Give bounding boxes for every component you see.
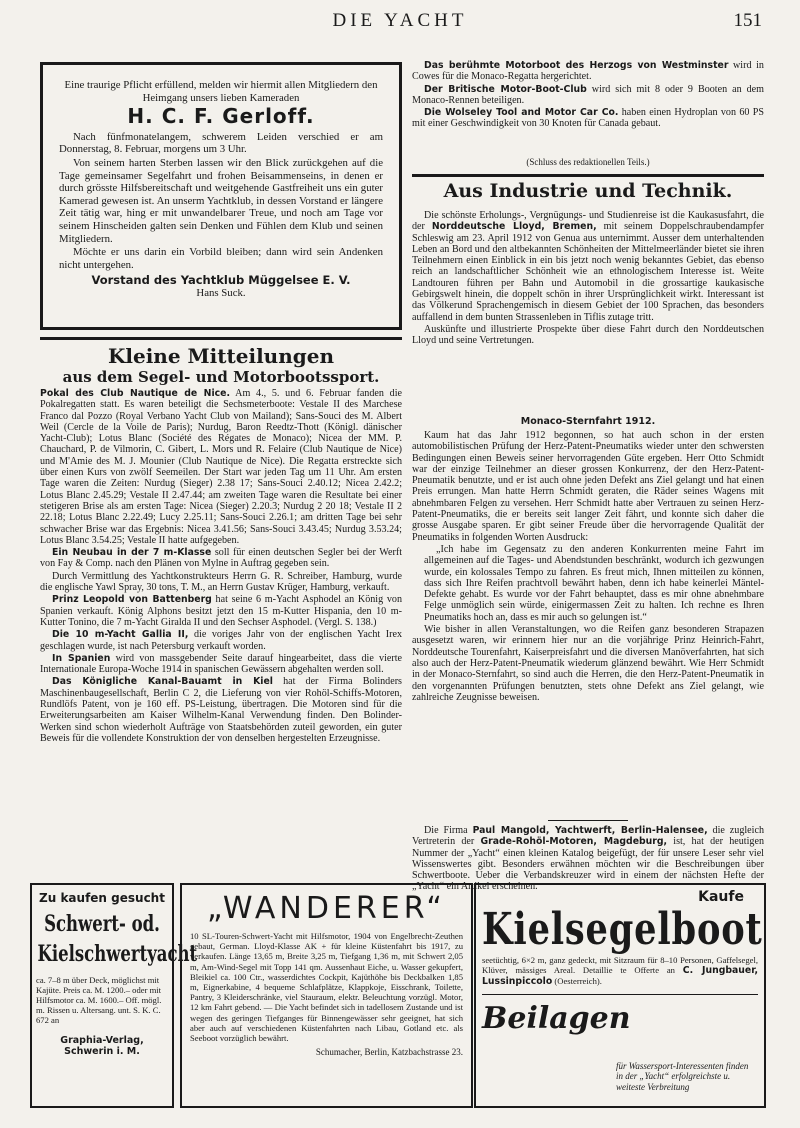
left-section-subtitle: aus dem Segel- und Motorbootssport. <box>62 368 380 386</box>
page-number: 151 <box>733 10 762 31</box>
news-lead: In Spanien <box>52 652 111 664</box>
ad-heading: Kaufe <box>698 889 744 905</box>
article-subheading: Monaco-Sternfahrt 1912. <box>520 416 656 427</box>
news-lead: Das berühmte Motorboot des Herzogs von Westminster <box>424 60 729 71</box>
article-paragraph <box>412 210 764 323</box>
obituary-paragraph: Von seinem harten Sterben lassen wir den Blick zurückgehen auf die Tage gemeinsamer Segelfahrt und frohen Beisammenseins, in denen er durch grösste Hilfsbereitschaft und weitgehende Gastfreiheit uns ein guter Kamerad gewesen ist. An unserm Yachtklub, in dessen Vorstand er längere Zeit tätig war, hing er mit unwandelbarer Treue, und noch am Tage vor seinem Hinscheiden galten sein Denken und Fühlen dem Klub und seinen Mitgliedern. <box>59 156 383 245</box>
ad-publisher: Graphia-Verlag, Schwerin i. M. <box>60 1035 144 1057</box>
news-item <box>40 653 402 676</box>
news-lead: Die 10 m-Yacht Gallia II, <box>52 629 189 641</box>
section-divider <box>412 174 764 177</box>
obituary-club: Vorstand des Yachtklub Müggelsee E. V. <box>91 273 351 288</box>
news-item <box>40 388 402 546</box>
right-column-industry <box>412 210 764 348</box>
news-text: wird in Cowes für die Monaco-Regatta hergerichtet. <box>412 60 764 83</box>
obituary-intro: Eine traurige Pflicht erfüllend, melden wir hiermit allen Mitgliedern den Heimgang unsers lieben Kameraden <box>64 79 378 104</box>
news-text: soll für einen deutschen Segler bei der Werft von Fay & Comp. nach den Plänen von Mylne in Auftrag gegeben sein. <box>40 547 402 570</box>
news-text: die voriges Jahr von der englischen Yacht Irex geschlagen wurde, ist nach Petersburg verkauft worden. <box>40 629 402 652</box>
news-item <box>40 571 402 594</box>
journal-title: DIE YACHT <box>332 10 468 31</box>
news-text: Am 4., 5. und 6. Februar fanden die Pokalregatten statt. Es waren beteiligt die Sechsmeterboote: Vestale II des Marchese Franco dal Pozzo (Royal Verbano Yacht Club von Mailand); Sans-Souci des M. Albert Weil (Cercle de la Voile de Paris); Nurdug, Baron Reedtz-Thott (Königl. dänischer Yacht-Club); Lotus Blanc (Société des Régates de Monaco); Nicea der MM. P. Chauchard, P. de Vilmorin, C. Gibert, L. Mors und R. Felaire (Club Nautique de Nice) und M'Amie des M. J. Mounier (Club Nautique de Nice). Die Regatta erstreckte sich über einen Kurs von zwölf Seemeilen. Der Start war jeden Tag um 11 Uhr. Am ersten Tage waren die Zeiten: Nurdug (Sieger) 2.38 17; Sans-Souci 2.40.12; Nicea 2.42.2; Lotus Blanc 2.45.29; Vestale II 2.47.44; am zweiten Tage waren die Resultate bei einer stetigeren Brise als am ersten Tage: Nicea (Sieger) 2.20.3; Nurdug 2 20 18; Vestale II 2 22.18; Lotus Blanc 2.22.49; Lucy 2.25.11; Sans-Souci 2.26.1; am dritten Tage bei sehr schwacher Brise war das Ergebnis: Nicea 3.41.56; Sans-Souci 3.43.45; Nurdug 3.53.24; Lotus Blanc 3.54.25; Vestale II hatte aufgegeben. <box>40 388 402 546</box>
news-item <box>412 107 764 130</box>
ad-headline: Kielsegelboot <box>482 904 763 955</box>
news-text: haben einen Hydroplan von 60 PS mit einer Geschwindigkeit von 30 Knoten für Canada gebaut. <box>412 107 764 130</box>
news-lead: Prinz Leopold von Battenberg <box>52 594 212 606</box>
text-run: Die schönste Erholungs-, Vergnügungs- und Studienreise ist die Kaukasusfahrt, die der <box>412 210 764 233</box>
text-run: Die Firma <box>424 825 473 836</box>
ad-divider <box>482 994 758 995</box>
page-header <box>0 10 800 34</box>
ad-kielsegelboot <box>474 883 766 1108</box>
short-divider <box>548 820 628 821</box>
ad-wanderer <box>180 883 473 1108</box>
article-paragraph: Wie bisher in allen Veranstaltungen, wo die Reifen ganz besonderen Strapazen ausgesetzt waren, wir erinnern hier nur an die vorjährige Prinz Heinrich-Fahrt, Norddeutsche Tourenfahrt, Kaiserpreisfahrt und die diversen Manöverfahrten, hat sich also auch der Herz-Patent-Pneumatik wiederum glänzend bewährt. Wie Herr Schmidt in der Monaco-Sternfahrt, so sind auch die Herren, die den Herz-Patent-Pneumatik in den vorgenannten Prüfungen benutzten, stets ohne Defekt ans Ziel gelangt, wie zahlreiche Zeugnisse beweisen. <box>412 624 764 703</box>
text-run: die zugleich Vertreterin der <box>412 825 764 848</box>
text-run: (Oesterreich). <box>552 976 602 987</box>
news-item <box>40 629 402 652</box>
right-section-title: Aus Industrie und Technik. <box>443 180 733 202</box>
text-run: ist, hat der heutigen Nummer der „Yacht“ einen kleinen Katalog beigefügt, der für unsere Leser sehr viel Wissenswertes gibt. Besonders erwähnen möchten wir die Beschreibungen über Schwertboote. Ueber die Verbandskreuzer wird in einem der nächsten Hefte der „Yacht“ ein Artikel erscheinen. <box>412 836 764 893</box>
news-text: hat seine 6 m-Yacht Asphodel an König von Spanien verkauft. König Alphons besitzt jetzt den 15 m-Kutter Hispania, den 10 m-Kutter Tonino, die 7 m-Yacht Giralda II und den Sechser Asphodel. (Vergl. S. 138.) <box>40 594 402 628</box>
ad-heading: Zu kaufen gesucht <box>39 891 165 905</box>
news-lead: Der Britische Motor-Boot-Club <box>424 83 587 95</box>
news-item <box>412 84 764 107</box>
right-top-column <box>412 60 764 131</box>
company-name: Paul Mangold, Yachtwerft, Berlin-Halensee, <box>472 825 708 836</box>
news-text: wird von massgebender Seite darauf hingearbeitet, dass die vierte Internationale Europa-Woche 1914 in spanischen Gewässern abgehalten werden soll. <box>40 652 402 676</box>
news-text: Durch Vermittlung des Yachtkonstrukteurs Herrn G. R. Schreiber, Hamburg, wurde die englische Yawl Spray, 30 tons, T. M., an Herrn Gustav Krüger, Hamburg, verkauft. <box>40 570 402 594</box>
news-lead: Pokal des Club Nautique de Nice. <box>40 388 230 399</box>
article-paragraph: Kaum hat das Jahr 1912 begonnen, so hat auch schon in der ersten automobilistischen Prüfung der Herz-Patent-Pneumatiks wieder unter den schwersten Bedingungen einen Beweis seiner hervorragenden Güte ergeben. Herr Otto Schmidt war der einzige Teilnehmer an dieser grossen Konkurrenz, der den Herz-Patent-Pneumatik benutzte, und er ist auch ohne jeden Defekt ans Ziel gelangt und hat einen Preis errungen. Man hatte Herrn Schmidt geraten, die Räder seines Wagens mit abnehmbaren Felgen zu versehen. Herr Schmidt hatte aber Vertrauen zu seinen Herz-Patent-Pneumatiks, die er bereits seit langer Zeit fährt, und konnte sich daher die grosse Ausgabe sparen. Er gibt seiner Freude über die hervorragende Qualität der Pneumatiks in folgenden Worten Ausdruck: <box>412 430 764 543</box>
obituary-box <box>40 62 402 330</box>
section-divider <box>40 337 402 340</box>
news-text: hat der Firma Bolinders Maschinenbaugesellschaft, Berlin C 2, die Lieferung von vier Rohöl-Schiffs-Motoren, Rundlöfs Patent, von je 160 eff. PS-Leistung, übertragen. Die Motoren sind für die Erweiterungsarbeiten am Kaiser Wilhelm-Kanal Verwendung finden. Den Bolinder-Werken sind schon wiederholt Aufträge von Staatsbehörden zuteil geworden, ein guter Beweis für die vollendete Konstruktion der von denselben hergestelten Erzeugnisse. <box>40 676 402 744</box>
ad-contact: C. Jungbauer, Lussinpiccolo <box>482 965 758 988</box>
news-lead: Das Königliche Kanal-Bauamt in Kiel <box>52 676 273 688</box>
news-lead: Die Wolseley Tool and Motor Car Co. <box>424 107 619 119</box>
editorial-end-note: (Schluss des redaktionellen Teils.) <box>526 157 650 167</box>
ad-contact: Schumacher, Berlin, Katzbachstrasse 23. <box>315 1047 463 1058</box>
ad-text: ca. 7–8 m über Deck, möglichst mit Kajüte. Preis ca. M. 1200.– oder mit Hilfsmotor ca. M. 1600.– Off. mögl. m. Rissen u. Altersang. unt. S. K. C. 672 an <box>36 975 162 1025</box>
company-name: Grade-Rohöl-Motoren, Magdeburg, <box>480 836 668 848</box>
obituary-name: H. C. F. Gerloff. <box>127 104 315 129</box>
ad-headline: „WANDERER“ <box>207 891 446 926</box>
news-lead: Ein Neubau in der 7 m-Klasse <box>52 547 212 559</box>
text-run: mit seinem Doppelschraubendampfer Schleswig am 23. April 1912 von Genua aus unternimmt. Ausser dem unterhaltenden Leben an Bord und den altbekannten Schönheiten der Mittelmeerländer bietet sie ihren Teilnehmern einen Einblick in ein bis jetzt noch wenig bekanntes Gebiet, das ebenso reich an landschaftlicher Schönheit wie an ethnologischem Interesse ist. Weite Landtouren führen per Bahn und Automobil in die grossartige kaukasische Gebirgswelt hinein, die doppelt schön in ihrer Ursprünglichkeit wirkt. Interessant ist das Völkerund Sprachengemisch in diesem Gebiet der 100 Sprachen, das besonders auffallend in dem bunten Strassenleben in Tiflis zutage tritt. <box>412 221 764 323</box>
ad-text: 10 SL-Touren-Schwert-Yacht mit Hilfsmotor, 1904 von Engelbrecht-Zeuthen gebaut, German. Lloyd-Klasse AK + für kleine Küstenfahrt bis 1917, zu verkaufen. Länge 13,65 m, Breite 3,25 m, Tiefgang 1,36 m, mit Schwert 2,05 m, Am-Wind-Segel mit Topp 141 qm. Aussenhaut Eiche, u. Wasser gekupfert, Bleikiel ca. 100 Ctr., wasserdichtes Cockpit, Kajüthöhe bis Deckbalken 1,85 m, Eignerkabine, 4 bequeme Schlafplätze, Klappkoje, Eisschrank, Toilette, Pantry, 3 Kleiderschränke, viel Stauraum, elektr. Beleuchtung vorzügl. Motor, 12 km Fahrt gebend. — Die Yacht befindet sich in tadellosem Zustande und ist wegen des geringen Tiefganges für Binnengewässer sehr geeignet, hat sich aber auch auf verschiedenen Küstenfahrten nach Libau, Gotland etc. als Seeboot vorzüglich bewährt. <box>190 931 463 1044</box>
article-paragraph: Auskünfte und illustrierte Prospekte über diese Fahrt durch den Norddeutschen Lloyd und seine Vertretungen. <box>412 323 764 347</box>
news-item <box>40 676 402 744</box>
news-item <box>412 60 764 83</box>
left-section-title: Kleine Mitteilungen <box>108 344 334 368</box>
company-name: Norddeutsche Lloyd, Bremen, <box>431 221 597 233</box>
testimonial-quote: „Ich habe im Gegensatz zu den anderen Konkurrenten meine Fahrt im allgemeinen auf die Tages- und Abendstunden beschränkt, wodurch ich gezwungen wurde, ein kolossales Tempo zu fahren. Es freut mich, Ihnen mitteilen zu können, dass sich Ihre Reifen prachtvoll bewährt haben, denn ich habe keinerlei Mäntel-Defekte gehabt. Es wurde vor der Fahrt behauptet, dass es mir ohne abnehmbare Felge unmöglich sein würde, einigermassen Zeit zu halten. Ich rechne es Ihren Pneumatiks hoch an, dass es mir auch so gelungen ist.“ <box>424 543 764 623</box>
beilagen-headline: Beilagen <box>482 1000 631 1036</box>
obituary-paragraph: Nach fünfmonatelangem, schwerem Leiden verschied er am Donnerstag, 8. Februar, morgens um 3 Uhr. <box>59 130 383 156</box>
obituary-signer: Hans Suck. <box>196 286 246 299</box>
right-column-monaco <box>412 430 764 704</box>
beilagen-text: für Wassersport-Interessenten finden in der „Yacht“ erfolgreichste u. weiteste Verbreitung <box>616 1060 749 1092</box>
left-column <box>40 388 402 745</box>
text-run: seetüchtig, 6×2 m, ganz gedeckt, mit Sitzraum für 8–10 Personen, Gaffelsegel, Klüver, mässiges Areal. Detaillie te Offerte an <box>482 955 758 976</box>
news-text: wird sich mit 8 oder 9 Booten an dem Monaco-Rennen beteiligen. <box>412 83 764 106</box>
news-item <box>40 547 402 570</box>
ad-headline: Schwert- od. Kielschwertyacht <box>37 911 198 967</box>
obituary-paragraph: Möchte er uns darin ein Vorbild bleiben; dann wird sein Andenken nicht untergehen. <box>59 246 383 271</box>
news-item <box>40 594 402 628</box>
ad-wanted-yacht <box>30 883 198 1108</box>
ad-text <box>482 955 758 988</box>
